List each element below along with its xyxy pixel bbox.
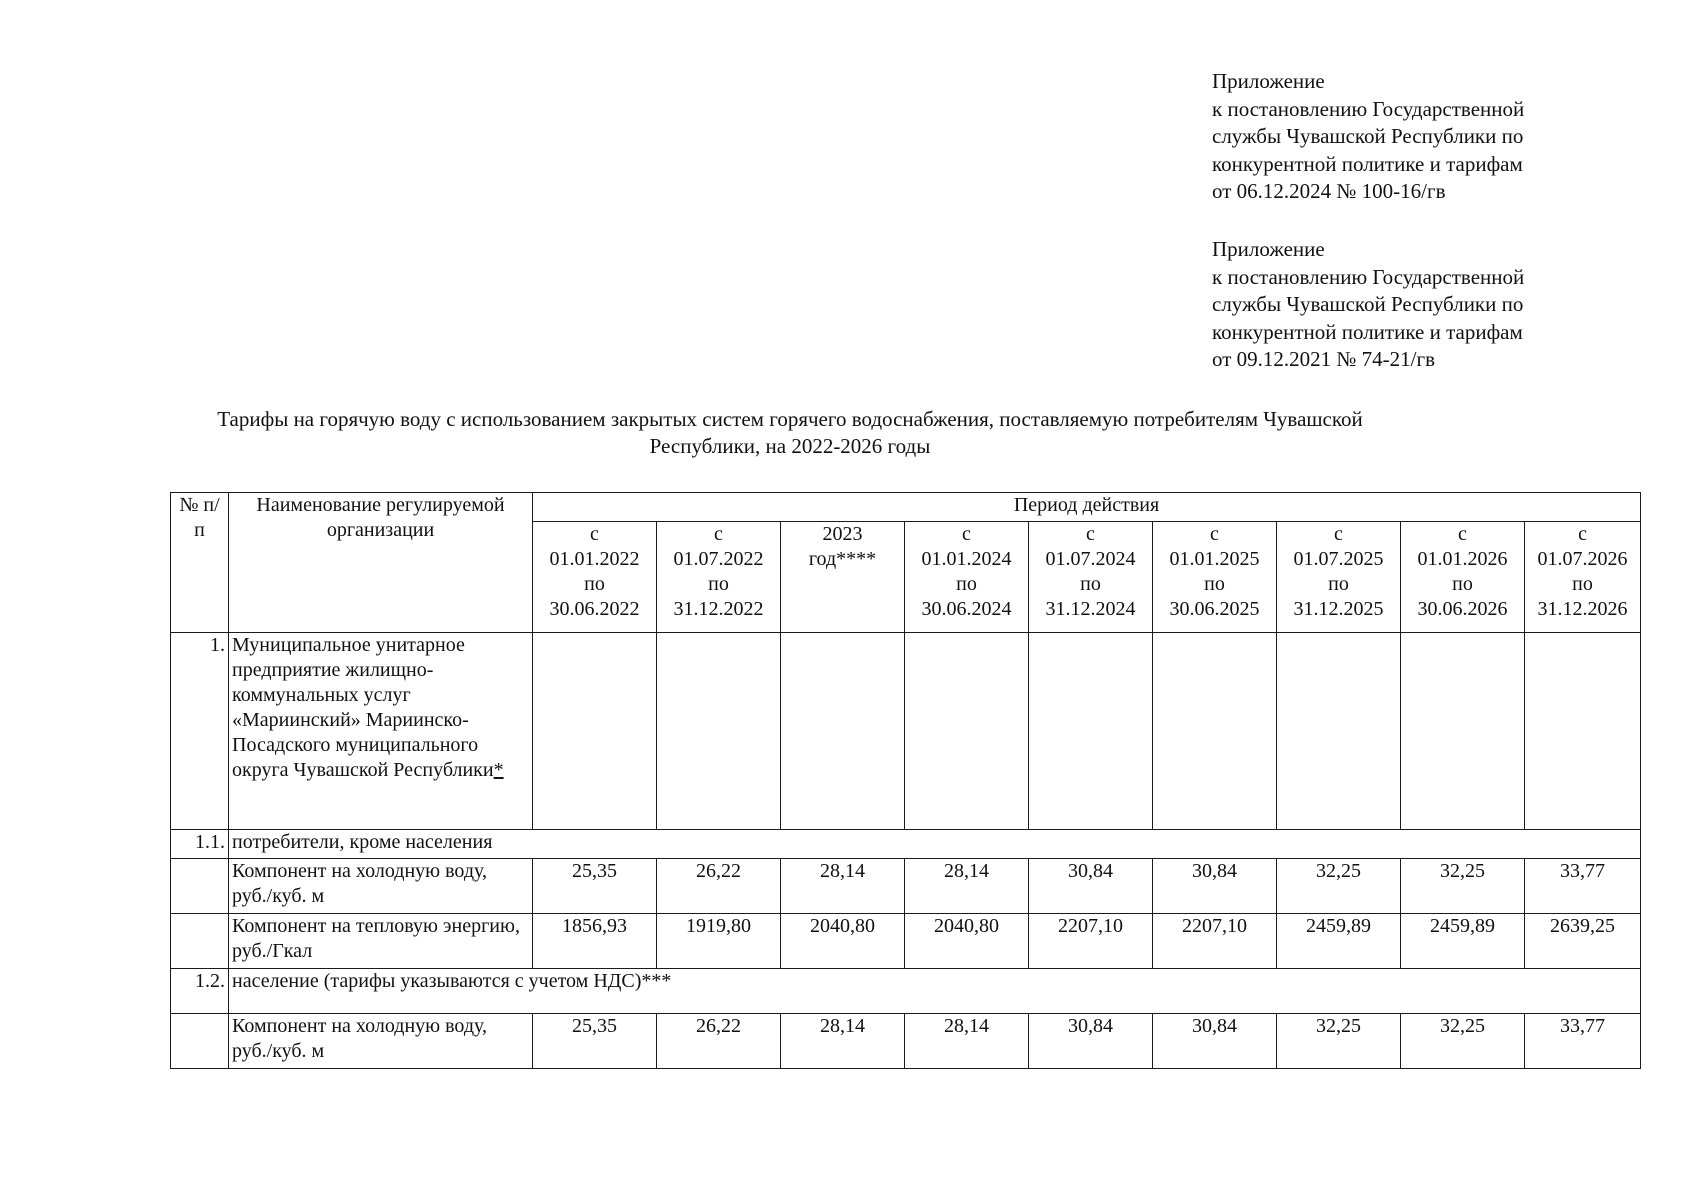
period-text: 31.12.2024 [1045,598,1136,620]
period-text: 01.01.2026 [1417,548,1508,570]
organization-name [229,633,533,830]
period-text: 01.07.2026 [1537,548,1628,570]
section-label: потребители, кроме населения [229,830,1641,859]
document-title-line-2: Республики, на 2022-2026 годы [649,434,931,458]
period-text: по [584,573,605,595]
value-cell: 28,14 [781,1014,905,1069]
value-cell: 2459,89 [1277,914,1401,969]
table-row [171,859,1641,914]
value-cell: 32,25 [1277,1014,1401,1069]
header-num: № п/п [171,493,229,633]
empty-cell [1525,633,1641,830]
annex-block-2 [1212,236,1524,374]
component-name: Компонент на холодную воду, руб./куб. м [229,1014,533,1069]
period-header [781,522,905,633]
component-name: Компонент на тепловую энергию, руб./Гкал [229,914,533,969]
value-cell: 28,14 [781,859,905,914]
period-header [905,522,1029,633]
period-header [1401,522,1525,633]
period-text: 01.07.2025 [1293,548,1384,570]
value-cell: 2459,89 [1401,914,1525,969]
annex-line: службы Чувашской Республики по [1212,292,1524,316]
period-text: 30.06.2022 [549,598,640,620]
annex-line: конкурентной политике и тарифам [1212,151,1523,176]
empty-cell [1277,633,1401,830]
empty-cell [1153,633,1277,830]
period-text: с [1458,523,1467,545]
value-cell: 33,77 [1525,859,1641,914]
annex-line: Приложение [1212,237,1325,261]
section-num: 1.1. [171,830,229,859]
period-text: с [1334,523,1343,545]
header-name: Наименование регулируемой организации [229,493,533,633]
section-num: 1.2. [171,969,229,1014]
period-text: 31.12.2022 [673,598,764,620]
period-text: 01.07.2022 [673,548,764,570]
period-text: по [1080,573,1101,595]
value-cell: 30,84 [1029,1014,1153,1069]
empty-cell [171,914,229,969]
period-text: с [1086,523,1095,545]
organization-row [171,633,1641,830]
period-text: 01.01.2024 [921,548,1012,570]
value-cell: 26,22 [657,1014,781,1069]
empty-cell [905,633,1029,830]
value-cell: 26,22 [657,859,781,914]
value-cell: 33,77 [1525,1014,1641,1069]
period-text: 01.01.2025 [1169,548,1260,570]
value-cell: 2040,80 [781,914,905,969]
period-text: по [1452,573,1473,595]
period-text: с [1578,523,1587,545]
empty-cell [171,859,229,914]
annex-block-1 [1212,68,1524,206]
value-cell: 30,84 [1153,859,1277,914]
header-period: Период действия [533,493,1641,522]
period-header [657,522,781,633]
period-text: 31.12.2026 [1537,598,1628,620]
empty-cell [1401,633,1525,830]
period-text: по [708,573,729,595]
section-row [171,830,1641,859]
period-header [1277,522,1401,633]
organization-num: 1. [171,633,229,830]
document-title [200,406,1380,460]
period-text: 2023 [822,523,863,545]
period-header [1029,522,1153,633]
value-cell: 32,25 [1277,859,1401,914]
value-cell: 25,35 [533,859,657,914]
period-header [1525,522,1641,633]
period-text: 01.01.2022 [549,548,640,570]
tariff-table [170,492,1641,1069]
table-row [171,1014,1641,1069]
annex-line: службы Чувашской Республики по [1212,124,1524,148]
annex-line: к постановлению Государственной [1212,264,1525,289]
period-header [1153,522,1277,633]
period-text: 01.07.2024 [1045,548,1136,570]
period-text: по [1328,573,1349,595]
annex-line: Приложение [1212,69,1325,93]
period-text: с [590,523,599,545]
empty-cell [781,633,905,830]
period-text: с [714,523,723,545]
period-text: с [1210,523,1219,545]
table-row [171,914,1641,969]
value-cell: 2207,10 [1153,914,1277,969]
footnote-mark: * [493,759,504,781]
value-cell: 32,25 [1401,859,1525,914]
period-text: по [1572,573,1593,595]
empty-cell [171,1014,229,1069]
period-text: 30.06.2026 [1417,598,1508,620]
value-cell: 1856,93 [533,914,657,969]
annex-line: к постановлению Государственной [1212,96,1525,121]
annex-line: конкурентной политике и тарифам [1212,319,1523,344]
value-cell: 30,84 [1029,859,1153,914]
empty-cell [657,633,781,830]
document-title-line-1: Тарифы на горячую воду с использованием закрытых систем горячего водоснабжения, поставляемую потребителям Чувашской [217,407,1363,431]
value-cell: 32,25 [1401,1014,1525,1069]
period-text: с [962,523,971,545]
period-text: по [1204,573,1225,595]
empty-cell [533,633,657,830]
value-cell: 28,14 [905,1014,1029,1069]
section-row [171,969,1641,1014]
period-text: по [956,573,977,595]
period-text: 30.06.2024 [921,598,1012,620]
value-cell: 2639,25 [1525,914,1641,969]
period-header [533,522,657,633]
value-cell: 2207,10 [1029,914,1153,969]
value-cell: 30,84 [1153,1014,1277,1069]
period-text: 31.12.2025 [1293,598,1384,620]
value-cell: 1919,80 [657,914,781,969]
empty-cell [1029,633,1153,830]
period-text: год**** [808,548,877,570]
component-name: Компонент на холодную воду, руб./куб. м [229,859,533,914]
section-label: население (тарифы указываются с учетом НДС)*** [229,969,1641,1014]
value-cell: 2040,80 [905,914,1029,969]
period-text: 30.06.2025 [1169,598,1260,620]
header-row-1 [171,493,1641,522]
organization-name-text: Муниципальное унитарное предприятие жилищно-коммунальных услуг «Мариинский» Мариинско-Посадского муниципального округа Чувашской Республики [232,634,494,781]
value-cell: 25,35 [533,1014,657,1069]
annex-line: от 09.12.2021 № 74-21/гв [1212,347,1436,371]
value-cell: 28,14 [905,859,1029,914]
annex-line: от 06.12.2024 № 100-16/гв [1212,179,1446,203]
